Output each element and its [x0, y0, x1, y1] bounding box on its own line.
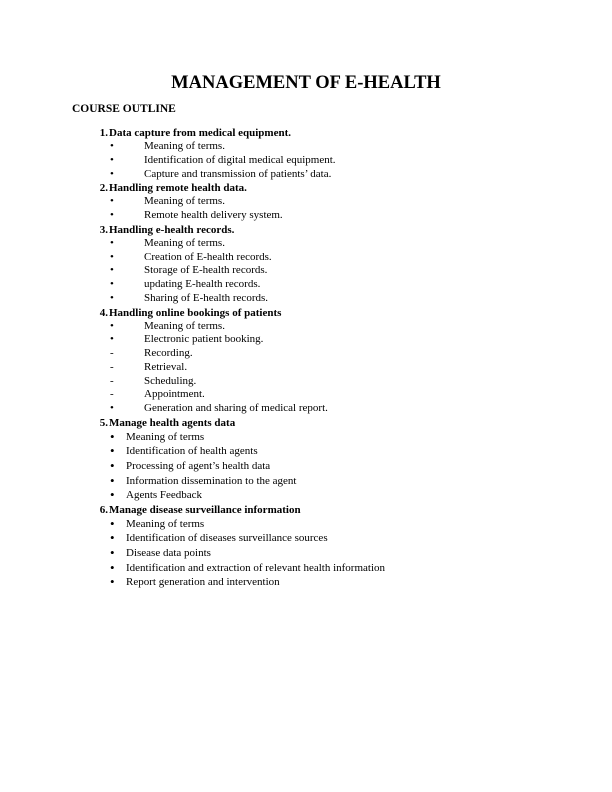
list-item-text: Remote health delivery system.: [144, 209, 283, 221]
list-item-text: Information dissemination to the agent: [126, 474, 297, 487]
list-item: [72, 140, 552, 154]
list-item-text: Appointment.: [144, 388, 205, 401]
list-item-text: Agents Feedback: [126, 489, 203, 502]
list-item: [72, 195, 552, 209]
list-item-text: Meaning of terms: [126, 430, 205, 443]
list-item-text: Identification and extraction of relevant health information: [126, 561, 386, 574]
list-item: [72, 488, 552, 503]
list-item: [72, 388, 552, 402]
section-title: Handling e-health records.: [109, 223, 235, 236]
section-number: 6.: [99, 503, 108, 516]
section-heading: [72, 306, 552, 320]
list-item-text: Meaning of terms.: [144, 319, 225, 332]
list-marker: •: [110, 195, 114, 208]
section-heading: [72, 503, 552, 517]
section-heading: [72, 126, 552, 140]
list-item-text: Identification of digital medical equipment.: [144, 153, 336, 166]
list-marker: •: [110, 153, 114, 166]
outline-section-3: [72, 223, 552, 306]
list-item-text: Report generation and intervention: [126, 576, 280, 589]
list-item: [72, 361, 552, 375]
list-marker: -: [110, 360, 114, 373]
list-item: [72, 561, 552, 576]
list-item: [72, 278, 552, 292]
list-marker: -: [110, 347, 114, 359]
list-item: [72, 154, 552, 168]
list-marker: •: [110, 264, 114, 277]
list-marker: •: [110, 236, 114, 249]
list-item: [72, 375, 552, 389]
list-item-text: Recording.: [144, 347, 193, 359]
list-item-text: Meaning of terms.: [144, 236, 225, 249]
page-title: MANAGEMENT OF E-HEALTH: [171, 73, 441, 93]
list-marker: -: [110, 388, 114, 401]
list-item: [72, 459, 552, 474]
list-item: [72, 402, 552, 416]
list-marker: •: [110, 167, 114, 180]
list-item-text: Meaning of terms.: [144, 140, 225, 152]
list-item-text: Identification of diseases surveillance sources: [126, 532, 328, 545]
course-outline-list: [72, 126, 552, 590]
section-number: 4.: [99, 306, 108, 319]
list-item: [72, 264, 552, 278]
list-marker: •: [110, 278, 114, 290]
section-number: 3.: [99, 223, 108, 236]
list-item: [72, 575, 552, 590]
section-title: Handling remote health data.: [109, 182, 247, 195]
list-item-text: Disease data points: [126, 546, 211, 559]
list-item-text: Storage of E-health records.: [144, 264, 268, 277]
list-marker: •: [110, 428, 115, 444]
list-item-text: Meaning of terms.: [144, 195, 225, 208]
list-item: [72, 168, 552, 182]
list-marker: •: [110, 457, 115, 473]
list-marker: •: [110, 559, 115, 575]
list-item: [72, 546, 552, 561]
list-item: [72, 237, 552, 251]
section-title: Data capture from medical equipment.: [109, 127, 291, 139]
list-item-text: Scheduling.: [144, 374, 197, 387]
list-marker: •: [110, 250, 114, 263]
list-item-text: Identification of health agents: [126, 445, 258, 458]
outline-section-5: [72, 416, 552, 503]
list-marker: •: [110, 515, 115, 531]
section-title: Manage disease surveillance information: [109, 503, 301, 516]
list-marker: •: [110, 544, 115, 560]
list-item-text: Generation and sharing of medical report.: [144, 402, 328, 414]
outline-section-1: [72, 126, 552, 181]
list-marker: •: [110, 472, 115, 488]
list-item: [72, 292, 552, 306]
section-title: Manage health agents data: [109, 416, 236, 429]
list-item: [72, 474, 552, 489]
outline-section-6: [72, 503, 552, 590]
section-heading: [72, 223, 552, 237]
course-outline-heading: COURSE OUTLINE: [72, 103, 176, 115]
list-marker: •: [110, 319, 114, 332]
list-item-text: Meaning of terms: [126, 517, 205, 530]
section-heading: [72, 416, 552, 430]
list-item-text: Capture and transmission of patients’ data.: [144, 167, 332, 180]
list-marker: •: [110, 333, 114, 346]
list-item: [72, 209, 552, 223]
list-item: [72, 517, 552, 532]
list-item: [72, 333, 552, 347]
list-item-text: Retrieval.: [144, 360, 188, 373]
list-item-text: Sharing of E-health records.: [144, 291, 269, 304]
list-marker: •: [110, 209, 114, 221]
list-marker: •: [110, 530, 115, 546]
section-heading: [72, 181, 552, 195]
outline-section-4: [72, 306, 552, 416]
list-item: [72, 430, 552, 445]
list-item-text: updating E-health records.: [144, 278, 261, 290]
section-title: Handling online bookings of patients: [109, 306, 282, 319]
list-item: [72, 347, 552, 361]
list-marker: •: [110, 574, 115, 590]
list-item-text: Processing of agent’s health data: [126, 459, 271, 472]
section-number: 5.: [99, 416, 108, 429]
list-marker: •: [110, 402, 114, 414]
list-item: [72, 531, 552, 546]
list-marker: •: [110, 443, 115, 459]
list-marker: •: [110, 140, 114, 152]
list-marker: •: [110, 487, 115, 503]
list-item: [72, 320, 552, 334]
outline-section-2: [72, 181, 552, 223]
list-marker: •: [110, 291, 114, 304]
list-item-text: Electronic patient booking.: [144, 333, 264, 346]
list-item: [72, 444, 552, 459]
list-item-text: Creation of E-health records.: [144, 250, 272, 263]
section-number: 1.: [99, 127, 108, 139]
section-number: 2.: [99, 182, 108, 195]
list-item: [72, 251, 552, 265]
list-marker: -: [110, 374, 114, 387]
